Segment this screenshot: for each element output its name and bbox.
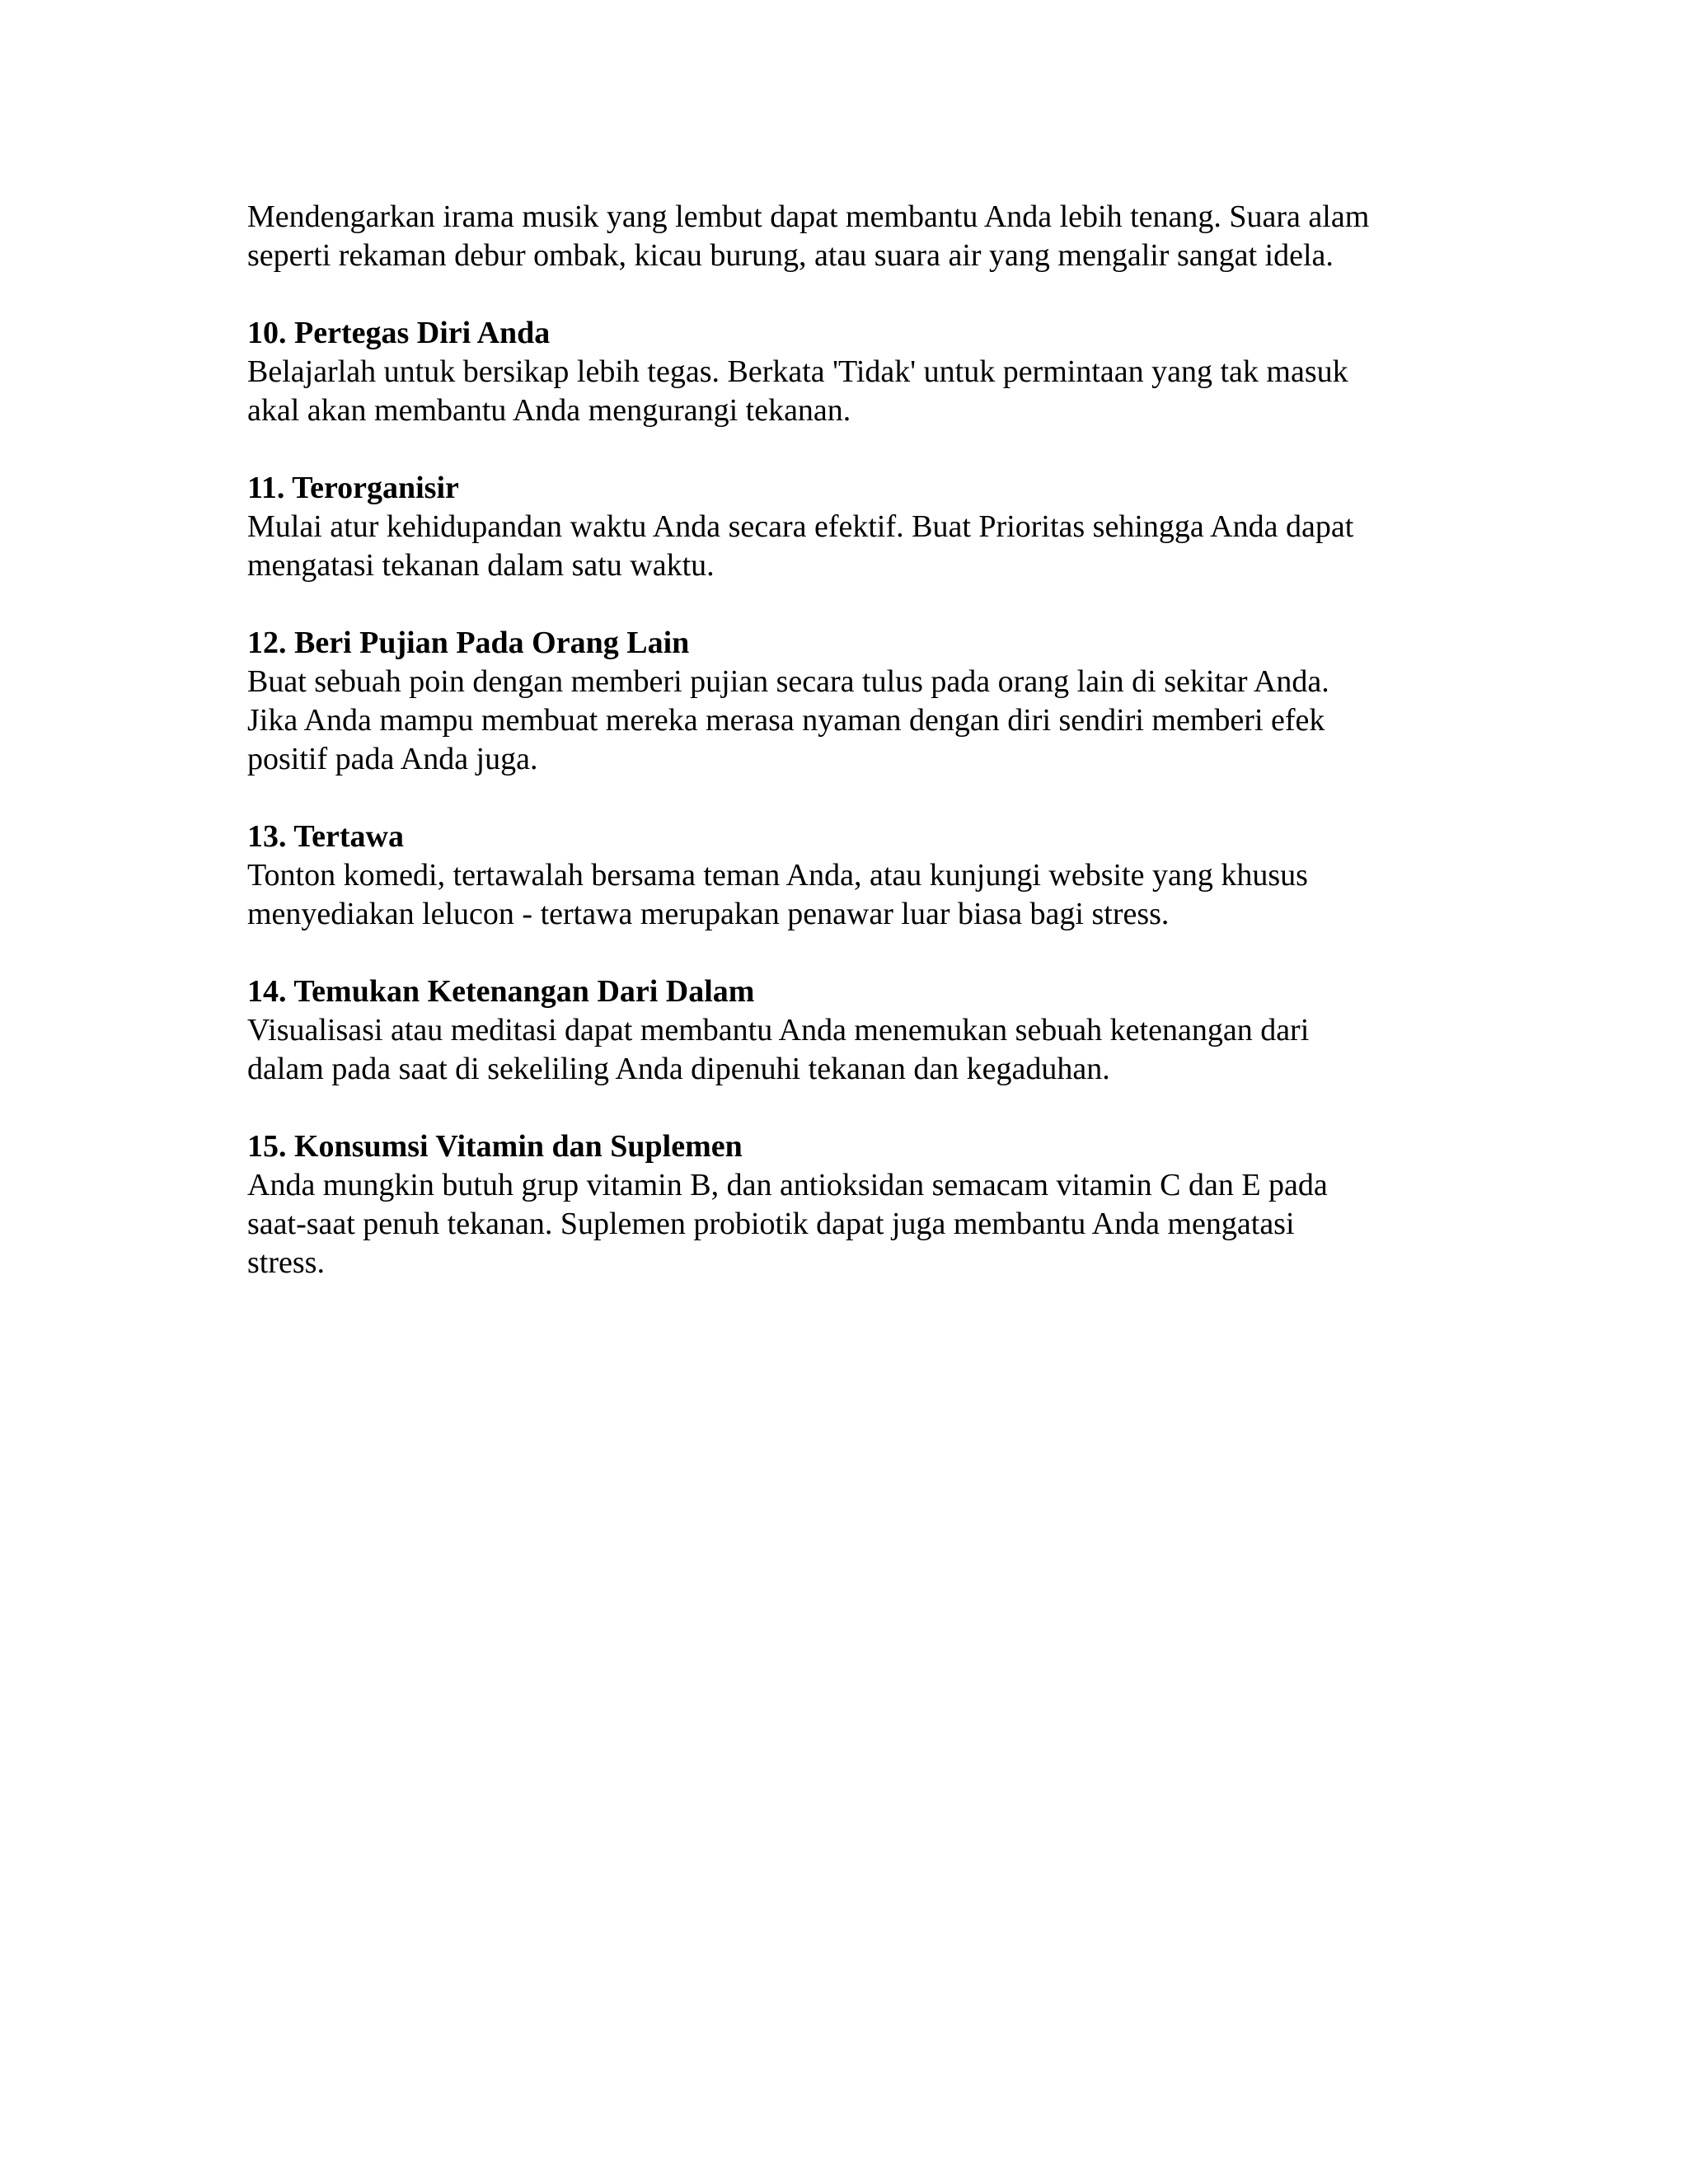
paragraph-line: Visualisasi atau meditasi dapat membantu Anda menemukan sebuah ketenangan dari [247,1013,1310,1047]
section-heading: 15. Konsumsi Vitamin dan Suplemen [247,1129,743,1164]
paragraph-line: seperti rekaman debur ombak, kicau burung, atau suara air yang mengalir sangat idela. [247,238,1334,273]
section-13 [247,818,1451,934]
section-heading: 10. Pertegas Diri Anda [247,316,551,350]
paragraph-line: Anda mungkin butuh grup vitamin B, dan antioksidan semacam vitamin C dan E pada [247,1168,1328,1202]
paragraph-line: Mulai atur kehidupandan waktu Anda secara efektif. Buat Prioritas sehingga Anda dapat [247,509,1354,544]
paragraph-line: Tonton komedi, tertawalah bersama teman Anda, atau kunjungi website yang khusus [247,858,1308,893]
section-heading: 14. Temukan Ketenangan Dari Dalam [247,974,755,1009]
paragraph-line: stress. [247,1245,325,1280]
section-14 [247,972,1451,1089]
paragraph-line: mengatasi tekanan dalam satu waktu. [247,548,715,583]
section-heading: 13. Tertawa [247,819,404,854]
section-heading: 11. Terorganisir [247,471,459,505]
paragraph-line: Jika Anda mampu membuat mereka merasa nyaman dengan diri sendiri memberi efek [247,703,1325,738]
paragraph-line: saat-saat penuh tekanan. Suplemen probiotik dapat juga membantu Anda mengatasi [247,1207,1295,1241]
section-10 [247,314,1451,430]
paragraph-line: akal akan membantu Anda mengurangi tekanan. [247,393,851,428]
paragraph-line: menyediakan lelucon - tertawa merupakan penawar luar biasa bagi stress. [247,897,1170,931]
paragraph-line: Buat sebuah poin dengan memberi pujian secara tulus pada orang lain di sekitar Anda. [247,664,1329,699]
paragraph-line: Mendengarkan irama musik yang lembut dapat membantu Anda lebih tenang. Suara alam [247,199,1370,234]
paragraph-line: dalam pada saat di sekeliling Anda dipenuhi tekanan dan kegaduhan. [247,1052,1110,1086]
paragraph-line: Belajarlah untuk bersikap lebih tegas. Berkata 'Tidak' untuk permintaan yang tak masuk [247,354,1348,389]
paragraph-line: positif pada Anda juga. [247,742,538,776]
section-11 [247,469,1451,585]
section-heading: 12. Beri Pujian Pada Orang Lain [247,626,690,660]
document-body [247,198,1451,1282]
section-15 [247,1127,1451,1282]
section-12 [247,624,1451,779]
intro-paragraph [247,198,1451,275]
